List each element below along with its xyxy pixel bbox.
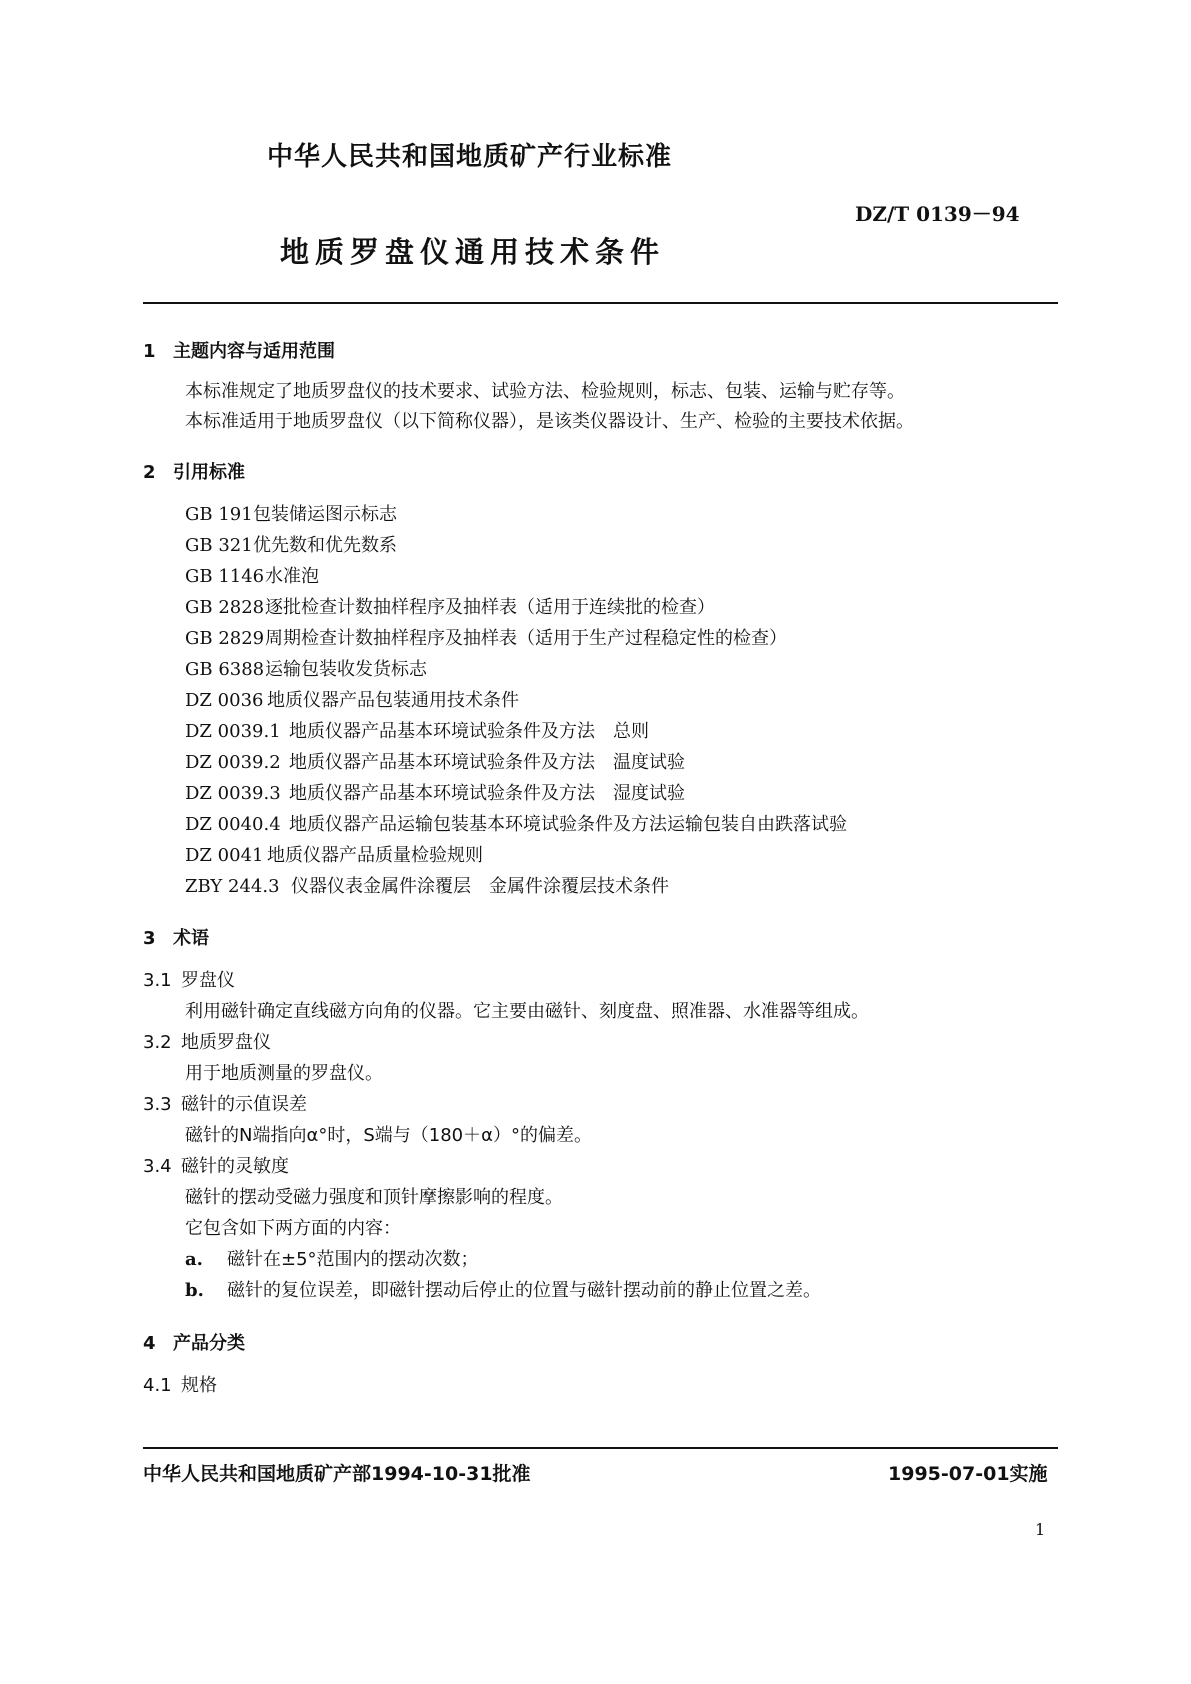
doc-title: 地质罗盘仪通用技术条件 — [280, 235, 666, 269]
section-number: 4 — [143, 1333, 156, 1354]
reference-item — [185, 624, 787, 650]
footer-divider — [143, 1447, 1058, 1449]
org-title: 中华人民共和国地质矿产行业标准 — [267, 142, 673, 172]
section-title: 主题内容与适用范围 — [173, 341, 335, 362]
subsection-title: 地质罗盘仪 — [181, 1032, 271, 1053]
reference-code: ZBY 244.3 — [185, 876, 280, 897]
subsection-title: 规格 — [181, 1375, 217, 1396]
reference-item — [185, 593, 715, 619]
header-divider — [143, 302, 1058, 304]
reference-item — [185, 717, 649, 743]
reference-item — [185, 779, 685, 805]
section-number: 2 — [143, 462, 156, 483]
section-1-heading — [143, 337, 335, 363]
standard-number: DZ/T 0139－94 — [855, 202, 1020, 226]
section-number: 3 — [143, 928, 156, 949]
subsection-4-1 — [143, 1371, 217, 1397]
paragraph: 磁针的N端指向α°时，S端与（180＋α）°的偏差。 — [185, 1125, 592, 1146]
reference-title: 地质仪器产品包装通用技术条件 — [267, 690, 519, 711]
reference-code: GB 2829 — [185, 628, 265, 649]
subsection-3-3 — [143, 1090, 307, 1116]
list-label: b. — [185, 1280, 204, 1301]
reference-title: 仪器仪表金属件涂覆层 金属件涂覆层技术条件 — [291, 876, 669, 897]
list-label: a. — [185, 1249, 203, 1270]
paragraph: 用于地质测量的罗盘仪。 — [185, 1063, 383, 1084]
reference-title: 逐批检查计数抽样程序及抽样表（适用于连续批的检查） — [265, 597, 715, 618]
list-text: 磁针在±5°范围内的摆动次数； — [227, 1249, 479, 1270]
reference-code: DZ 0041 — [185, 845, 264, 866]
list-item-b — [185, 1276, 821, 1302]
reference-item — [185, 686, 519, 712]
section-4-heading — [143, 1329, 245, 1355]
subsection-3-4 — [143, 1152, 289, 1178]
list-text: 磁针的复位误差，即磁针摆动后停止的位置与磁针摆动前的静止位置之差。 — [227, 1280, 821, 1301]
page-number: 1 — [1035, 1520, 1046, 1539]
reference-code: DZ 0039.2 — [185, 752, 281, 773]
subsection-number: 3.4 — [143, 1156, 172, 1177]
paragraph: 它包含如下两方面的内容： — [185, 1218, 401, 1239]
reference-code: DZ 0040.4 — [185, 814, 281, 835]
approval-note: 中华人民共和国地质矿产部1994-10-31批准 — [143, 1463, 531, 1485]
subsection-number: 4.1 — [143, 1375, 172, 1396]
reference-item — [185, 810, 847, 836]
reference-item — [185, 531, 397, 557]
reference-code: DZ 0036 — [185, 690, 264, 711]
reference-title: 周期检查计数抽样程序及抽样表（适用于生产过程稳定性的检查） — [265, 628, 787, 649]
subsection-title: 罗盘仪 — [181, 970, 235, 991]
subsection-number: 3.1 — [143, 970, 172, 991]
reference-code: DZ 0039.1 — [185, 721, 281, 742]
reference-item — [185, 655, 427, 681]
reference-title: 地质仪器产品基本环境试验条件及方法 温度试验 — [289, 752, 685, 773]
paragraph: 本标准适用于地质罗盘仪（以下简称仪器），是该类仪器设计、生产、检验的主要技术依据。 — [185, 411, 914, 432]
subsection-title: 磁针的示值误差 — [181, 1094, 307, 1115]
section-number: 1 — [143, 341, 156, 362]
reference-item — [185, 841, 483, 867]
reference-title: 地质仪器产品质量检验规则 — [267, 845, 483, 866]
reference-title: 优先数和优先数系 — [253, 535, 397, 556]
reference-code: DZ 0039.3 — [185, 783, 281, 804]
reference-title: 地质仪器产品运输包装基本环境试验条件及方法运输包装自由跌落试验 — [289, 814, 847, 835]
reference-title: 运输包装收发货标志 — [265, 659, 427, 680]
section-2-heading — [143, 458, 245, 484]
paragraph: 利用磁针确定直线磁方向角的仪器。它主要由磁针、刻度盘、照准器、水准器等组成。 — [185, 1001, 869, 1022]
section-title: 术语 — [173, 928, 209, 949]
subsection-3-2 — [143, 1028, 271, 1054]
reference-code: GB 1146 — [185, 566, 265, 587]
subsection-title: 磁针的灵敏度 — [181, 1156, 289, 1177]
reference-title: 地质仪器产品基本环境试验条件及方法 总则 — [289, 721, 649, 742]
paragraph: 本标准规定了地质罗盘仪的技术要求、试验方法、检验规则，标志、包装、运输与贮存等。 — [185, 381, 905, 402]
reference-title: 地质仪器产品基本环境试验条件及方法 湿度试验 — [289, 783, 685, 804]
reference-title: 水准泡 — [265, 566, 319, 587]
section-title: 产品分类 — [173, 1333, 245, 1354]
reference-title: 包装储运图示标志 — [253, 504, 397, 525]
subsection-3-1 — [143, 966, 235, 992]
reference-code: GB 191 — [185, 504, 253, 525]
section-title: 引用标准 — [173, 462, 245, 483]
section-3-heading — [143, 924, 209, 950]
reference-item — [185, 872, 669, 898]
reference-item — [185, 748, 685, 774]
reference-item — [185, 500, 397, 526]
reference-code: GB 321 — [185, 535, 253, 556]
subsection-number: 3.2 — [143, 1032, 172, 1053]
subsection-number: 3.3 — [143, 1094, 172, 1115]
effective-date: 1995-07-01实施 — [888, 1463, 1048, 1485]
reference-item — [185, 562, 319, 588]
list-item-a — [185, 1245, 479, 1271]
paragraph: 磁针的摆动受磁力强度和顶针摩擦影响的程度。 — [185, 1187, 563, 1208]
reference-code: GB 6388 — [185, 659, 265, 680]
reference-code: GB 2828 — [185, 597, 265, 618]
